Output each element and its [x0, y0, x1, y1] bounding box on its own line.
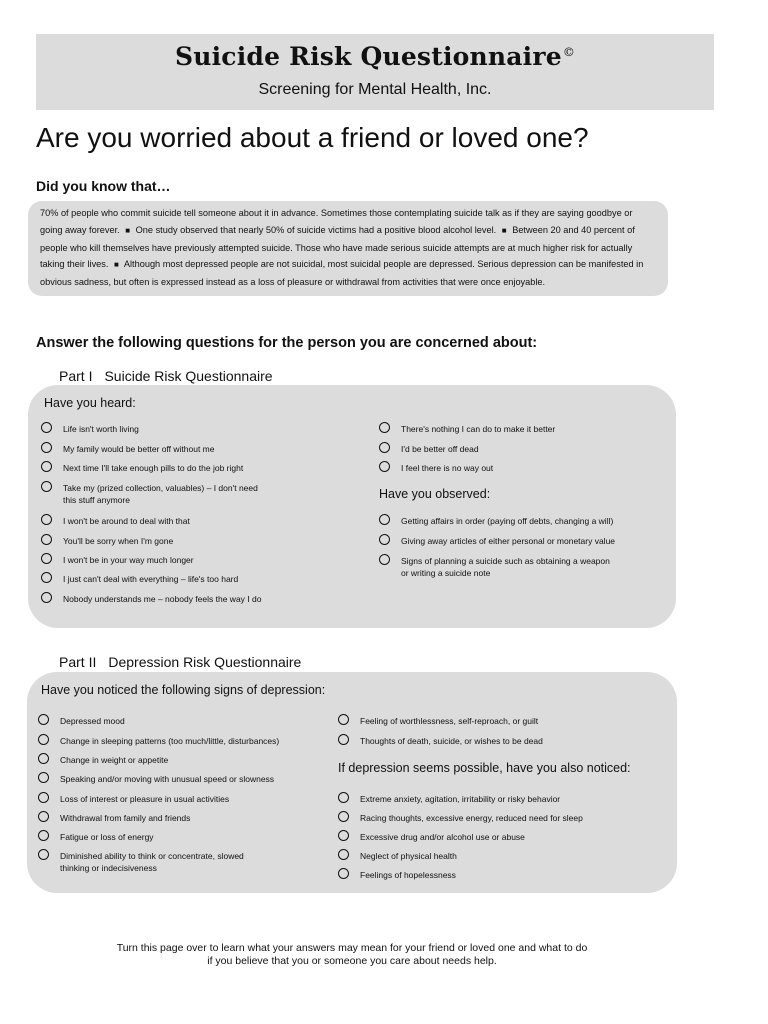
- checklist-item[interactable]: Change in sleeping patterns (too much/little, disturbances): [38, 735, 279, 747]
- radio-button[interactable]: [41, 461, 52, 472]
- part1-name: Suicide Risk Questionnaire: [104, 368, 273, 384]
- radio-button[interactable]: [38, 714, 49, 725]
- document-title: Suicide Risk Questionnaire©: [174, 42, 576, 71]
- copyright-mark: ©: [562, 44, 576, 59]
- part2-label: Part II: [59, 654, 97, 670]
- radio-button[interactable]: [38, 811, 49, 822]
- fact-4: Although most depressed people are not suicidal, most suicidal people are depressed. Serious depression can be manifested in obvious sadness, but often is expressed instead as a loss of pleasure or withdrawal from activities that were once enjoyable.: [40, 259, 644, 288]
- checklist-item[interactable]: Thoughts of death, suicide, or wishes to be dead: [338, 735, 543, 747]
- radio-button[interactable]: [338, 811, 349, 822]
- checklist-item[interactable]: Feeling of worthlessness, self-reproach, or guilt: [338, 715, 538, 727]
- checklist-item[interactable]: You'll be sorry when I'm gone: [41, 535, 173, 547]
- checklist-item[interactable]: Nobody understands me – nobody feels the way I do: [41, 593, 261, 605]
- checklist-item[interactable]: Loss of interest or pleasure in usual activities: [38, 793, 229, 805]
- fact-separator: ■: [114, 260, 119, 270]
- radio-button[interactable]: [338, 714, 349, 725]
- checklist-item[interactable]: Signs of planning a suicide such as obtaining a weapon or writing a suicide note: [379, 555, 610, 579]
- radio-button[interactable]: [38, 792, 49, 803]
- fact-2: One study observed that nearly 50% of suicide victims had a positive blood alcohol level.: [135, 224, 497, 235]
- radio-button[interactable]: [41, 422, 52, 433]
- checklist-item[interactable]: Speaking and/or moving with unusual speed or slowness: [38, 773, 274, 785]
- radio-button[interactable]: [41, 553, 52, 564]
- part2-questionnaire-box: [27, 672, 677, 893]
- radio-button[interactable]: [41, 572, 52, 583]
- checklist-item[interactable]: Feelings of hopelessness: [338, 869, 456, 881]
- checklist-item[interactable]: Depressed mood: [38, 715, 125, 727]
- checklist-item[interactable]: There's nothing I can do to make it better: [379, 423, 555, 435]
- checklist-item[interactable]: Life isn't worth living: [41, 423, 139, 435]
- radio-button[interactable]: [38, 830, 49, 841]
- radio-button[interactable]: [41, 514, 52, 525]
- radio-button[interactable]: [379, 422, 390, 433]
- checklist-item[interactable]: My family would be better off without me: [41, 443, 215, 455]
- checklist-item[interactable]: Withdrawal from family and friends: [38, 812, 190, 824]
- checklist-item[interactable]: I'd be better off dead: [379, 443, 479, 455]
- checklist-item[interactable]: I just can't deal with everything – life's too hard: [41, 573, 238, 585]
- noticed-signs-heading: Have you noticed the following signs of depression:: [41, 683, 326, 697]
- also-noticed-heading: If depression seems possible, have you also noticed:: [338, 761, 631, 775]
- radio-button[interactable]: [379, 442, 390, 453]
- radio-button[interactable]: [379, 534, 390, 545]
- footer-note: [0, 942, 704, 968]
- radio-button[interactable]: [338, 868, 349, 879]
- radio-button[interactable]: [338, 830, 349, 841]
- fact-3: Between 20 and 40 percent of people who kill themselves have previously attempted suicide. Those who have made serious suicide attempts are at much higher risk for actually taking their lives.: [40, 224, 635, 270]
- checklist-item[interactable]: Change in weight or appetite: [38, 754, 168, 766]
- answer-instructions: Answer the following questions for the person you are concerned about:: [36, 335, 538, 351]
- radio-button[interactable]: [38, 734, 49, 745]
- radio-button[interactable]: [38, 772, 49, 783]
- radio-button[interactable]: [38, 849, 49, 860]
- fact-1: 70% of people who commit suicide tell someone about it in advance. Sometimes those contemplating suicide talk as if they are saying goodbye or going away forever.: [40, 208, 633, 235]
- radio-button[interactable]: [379, 554, 390, 565]
- radio-button[interactable]: [41, 592, 52, 603]
- checklist-item[interactable]: Diminished ability to think or concentrate, slowed thinking or indecisiveness: [38, 850, 244, 874]
- page-headline: Are you worried about a friend or loved one?: [36, 122, 589, 153]
- part1-label: Part I: [59, 368, 93, 384]
- part1-questionnaire-box: [28, 385, 676, 628]
- header-band: [36, 34, 714, 110]
- radio-button[interactable]: [338, 792, 349, 803]
- radio-button[interactable]: [379, 461, 390, 472]
- radio-button[interactable]: [379, 514, 390, 525]
- footer-line-1: Turn this page over to learn what your answers may mean for your friend or loved one and what to do: [116, 942, 588, 954]
- fact-separator: ■: [125, 225, 131, 235]
- checklist-item[interactable]: Neglect of physical health: [338, 850, 457, 862]
- part2-name: Depression Risk Questionnaire: [108, 654, 302, 670]
- have-you-observed-heading: Have you observed:: [379, 487, 491, 501]
- radio-button[interactable]: [41, 442, 52, 453]
- checklist-item[interactable]: Giving away articles of either personal or monetary value: [379, 535, 615, 547]
- radio-button[interactable]: [41, 481, 52, 492]
- checklist-item[interactable]: Take my (prized collection, valuables) – I don't need this stuff anymore: [41, 482, 258, 506]
- checklist-item[interactable]: Racing thoughts, excessive energy, reduced need for sleep: [338, 812, 583, 824]
- radio-button[interactable]: [41, 534, 52, 545]
- checklist-item[interactable]: Excessive drug and/or alcohol use or abuse: [338, 831, 525, 843]
- checklist-item[interactable]: Extreme anxiety, agitation, irritability or risky behavior: [338, 793, 560, 805]
- facts-paragraph: [40, 205, 656, 291]
- part1-title: [59, 368, 273, 384]
- have-you-heard-heading: Have you heard:: [44, 396, 136, 410]
- fact-separator: ■: [501, 225, 507, 235]
- checklist-item[interactable]: Next time I'll take enough pills to do the job right: [41, 462, 243, 474]
- checklist-item[interactable]: Getting affairs in order (paying off debts, changing a will): [379, 515, 613, 527]
- footer-line-2: if you believe that you or someone you care about needs help.: [207, 955, 497, 967]
- checklist-item[interactable]: I won't be around to deal with that: [41, 515, 190, 527]
- radio-button[interactable]: [338, 849, 349, 860]
- publisher-subtitle: Screening for Mental Health, Inc.: [258, 81, 492, 98]
- did-you-know-heading: Did you know that…: [36, 178, 171, 194]
- part2-title: [59, 654, 301, 670]
- radio-button[interactable]: [338, 734, 349, 745]
- radio-button[interactable]: [38, 753, 49, 764]
- checklist-item[interactable]: I feel there is no way out: [379, 462, 493, 474]
- checklist-item[interactable]: Fatigue or loss of energy: [38, 831, 154, 843]
- facts-box: [28, 201, 668, 296]
- checklist-item[interactable]: I won't be in your way much longer: [41, 554, 194, 566]
